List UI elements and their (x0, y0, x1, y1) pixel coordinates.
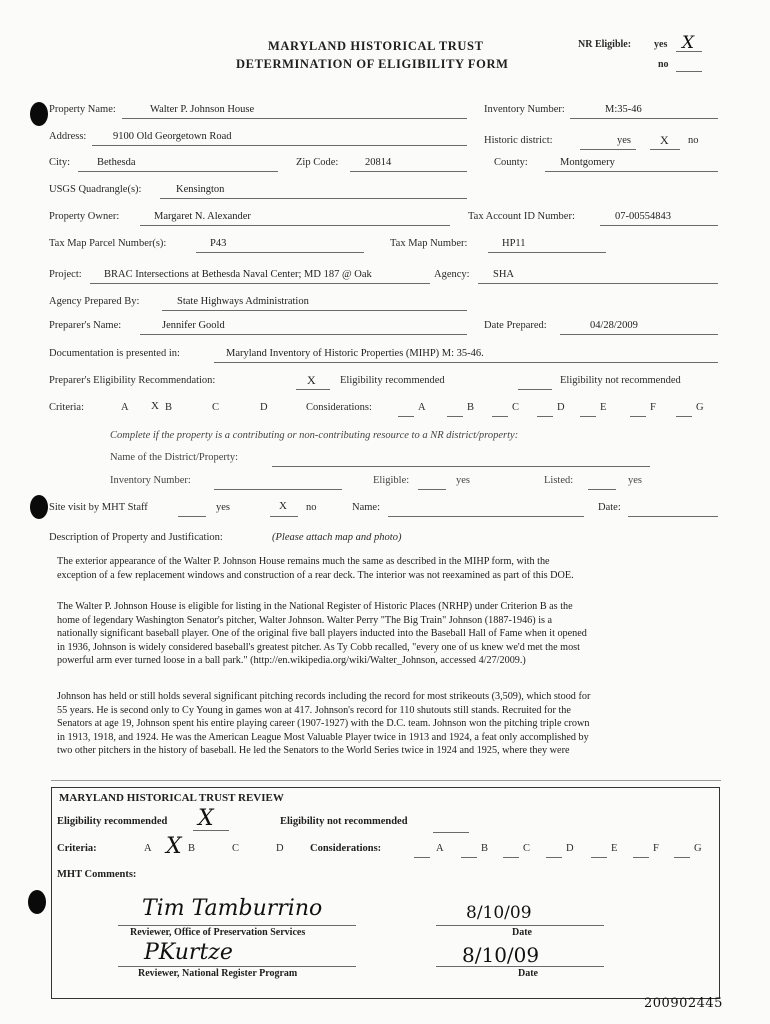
property-name-label: Property Name: (49, 104, 116, 115)
nr-eligible-label: NR Eligible: (578, 39, 632, 50)
site-visit-no: no (306, 502, 317, 513)
reviewer-1-label: Reviewer, Office of Preservation Services (130, 927, 306, 938)
review-criteria-d: D (276, 843, 284, 854)
contributing-note: Complete if the property is a contributing or non-contributing resource to a NR district/property: (110, 430, 519, 441)
reviewer-2-label: Reviewer, National Register Program (138, 968, 298, 979)
tax-map-number-value: HP11 (502, 238, 526, 249)
district-property-label: Name of the District/Property: (110, 452, 239, 463)
city-label: City: (49, 157, 71, 168)
historic-district-label: Historic district: (484, 135, 553, 146)
zip-code-value: 20814 (365, 157, 392, 168)
date-prepared-label: Date Prepared: (484, 320, 547, 331)
review-title: MARYLAND HISTORICAL TRUST REVIEW (59, 792, 284, 804)
eligibility-recommended-label: Eligibility recommended (340, 375, 445, 386)
reviewer-1-date: 8/10/09 (466, 903, 532, 923)
inventory-number-value: M:35-46 (605, 104, 642, 115)
reviewer-2-date-label: Date (518, 968, 538, 979)
site-visit-yes: yes (216, 502, 230, 513)
site-visit-name-label: Name: (352, 502, 380, 513)
form-title-line2: DETERMINATION OF ELIGIBILITY FORM (236, 57, 509, 71)
reviewer-2-signature: PKurtze (144, 940, 233, 965)
review-considerations-c: C (523, 843, 531, 854)
description-note: (Please attach map and photo) (272, 532, 402, 543)
description-label: Description of Property and Justification: (49, 532, 223, 543)
historic-district-no: no (688, 135, 699, 146)
review-considerations-b: B (481, 843, 489, 854)
reviewer-2-date: 8/10/09 (462, 943, 540, 967)
property-name-value: Walter P. Johnson House (150, 104, 255, 115)
considerations-g: G (696, 402, 704, 413)
nr-eligible-yes-mark: X (682, 33, 695, 53)
review-considerations-a: A (436, 843, 444, 854)
review-recommended-mark: X (198, 806, 214, 831)
agency-prepared-by-label: Agency Prepared By: (49, 296, 140, 307)
considerations-f: F (650, 402, 656, 413)
inventory-number-label: Inventory Number: (484, 104, 565, 115)
historic-district-mark: X (660, 133, 669, 147)
criteria-label: Criteria: (49, 402, 84, 413)
review-considerations-label: Considerations: (310, 843, 382, 854)
description-paragraph-3: Johnson has held or still holds several significant pitching records including the record for most strikeouts (3,509), which stood for 55 years. He is second only to Cy Young in games won at 417. Johnson's record for 110 shutouts still stands. Recruited for the Senators at age 19, Johnson spent his entire playing career (1907-1927) with the D.C. team. Johnson won the pitching triple crown in 1913, 1918, and 1924. He was the American League Most Valuable Player twice in 1913 and 1924, a feat only accomplished by two other pitchers in the history of baseball. He led the Senators to the World Series twice in 1924 and 1925, where they were (57, 691, 591, 757)
considerations-b: B (467, 402, 475, 413)
punch-hole-bottom (28, 890, 46, 914)
site-visit-mark: X (279, 500, 287, 512)
mht-comments-label: MHT Comments: (57, 869, 137, 880)
description-paragraph-2: The Walter P. Johnson House is eligible for listing in the National Register of Historic Places (NRHP) under Criterion B as the home of legendary Washington Senator's pitcher, Walter Johnson. Walter Perry "The Big Train" Johnson (1887-1946) is a nationally significant baseball player. One of the original five ball players inducted into the Baseball Hall of Fame when it opened in 1936, Johnson is widely considered baseball's greatest pitcher. As Ty Cobb recalled, "every one of us knew we'd met the most powerful arm ever turned loose in a ball park." (http://en.wikipedia.org/wiki/Walter_Johnson, accessed 4/27/2009.) (57, 601, 587, 667)
preparer-recommendation-label: Preparer's Eligibility Recommendation: (49, 375, 216, 386)
considerations-d: D (557, 402, 565, 413)
preparer-name-value: Jennifer Goold (162, 320, 225, 331)
tax-account-label: Tax Account ID Number: (468, 211, 575, 222)
eligibility-not-recommended-label: Eligibility not recommended (560, 375, 681, 386)
site-visit-date-label: Date: (598, 502, 621, 513)
usgs-quadrangle-value: Kensington (176, 184, 225, 195)
contrib-listed-yes: yes (628, 475, 642, 486)
contrib-inventory-label: Inventory Number: (110, 475, 191, 486)
review-considerations-d: D (566, 843, 574, 854)
review-eligibility-recommended: Eligibility recommended (57, 816, 168, 827)
punch-hole-middle (30, 495, 48, 519)
considerations-label: Considerations: (306, 402, 372, 413)
review-considerations-f: F (653, 843, 659, 854)
contrib-listed-label: Listed: (544, 475, 574, 486)
criteria-b-mark: X (151, 400, 159, 412)
agency-value: SHA (493, 269, 515, 280)
date-prepared-value: 04/28/2009 (590, 320, 638, 331)
contrib-eligible-label: Eligible: (373, 475, 410, 486)
tax-map-number-label: Tax Map Number: (390, 238, 468, 249)
contrib-eligible-yes: yes (456, 475, 470, 486)
review-eligibility-not-recommended: Eligibility not recommended (280, 816, 408, 827)
review-considerations-g: G (694, 843, 702, 854)
address-value: 9100 Old Georgetown Road (113, 131, 232, 142)
agency-prepared-by-value: State Highways Administration (177, 296, 309, 307)
review-criteria-mark: X (166, 834, 182, 859)
tax-map-parcel-label: Tax Map Parcel Number(s): (49, 238, 167, 249)
property-owner-label: Property Owner: (49, 211, 120, 222)
agency-label: Agency: (434, 269, 470, 280)
usgs-quadrangle-label: USGS Quadrangle(s): (49, 184, 142, 195)
documentation-label: Documentation is presented in: (49, 348, 180, 359)
reviewer-1-date-label: Date (512, 927, 532, 938)
reviewer-1-signature: Tim Tamburrino (142, 896, 323, 921)
punch-hole-top (30, 102, 48, 126)
review-criteria-label: Criteria: (57, 843, 97, 854)
site-visit-label: Site visit by MHT Staff (49, 502, 148, 513)
recommendation-mark: X (307, 373, 316, 387)
address-label: Address: (49, 131, 87, 142)
review-considerations-e: E (611, 843, 618, 854)
tax-account-value: 07-00554843 (615, 211, 671, 222)
county-label: County: (494, 157, 528, 168)
criteria-d: D (260, 402, 268, 413)
project-label: Project: (49, 269, 82, 280)
nr-eligible-yes: yes (654, 39, 668, 50)
review-criteria-b: B (188, 843, 196, 854)
considerations-e: E (600, 402, 607, 413)
considerations-a: A (418, 402, 426, 413)
considerations-c: C (512, 402, 520, 413)
documentation-value: Maryland Inventory of Historic Properties (MIHP) M: 35-46. (226, 348, 484, 359)
form-title-line1: MARYLAND HISTORICAL TRUST (268, 39, 484, 53)
county-value: Montgomery (560, 157, 615, 168)
nr-eligible-no: no (658, 59, 669, 70)
preparer-name-label: Preparer's Name: (49, 320, 122, 331)
city-value: Bethesda (97, 157, 136, 168)
zip-code-label: Zip Code: (296, 157, 339, 168)
criteria-b: B (165, 402, 173, 413)
criteria-c: C (212, 402, 220, 413)
description-paragraph-1: The exterior appearance of the Walter P. Johnson House remains much the same as described in the MIHP form, with the exception of a few replacement windows and construction of a rear deck. The interior was not reexamined as part of this DOE. (57, 556, 574, 581)
property-owner-value: Margaret N. Alexander (154, 211, 251, 222)
historic-district-yes: yes (617, 135, 631, 146)
tax-map-parcel-value: P43 (210, 238, 227, 249)
review-criteria-a: A (144, 843, 152, 854)
review-criteria-c: C (232, 843, 240, 854)
project-value: BRAC Intersections at Bethesda Naval Center; MD 187 @ Oak (104, 269, 372, 280)
criteria-a: A (121, 402, 129, 413)
document-number: 200902445 (644, 996, 723, 1011)
